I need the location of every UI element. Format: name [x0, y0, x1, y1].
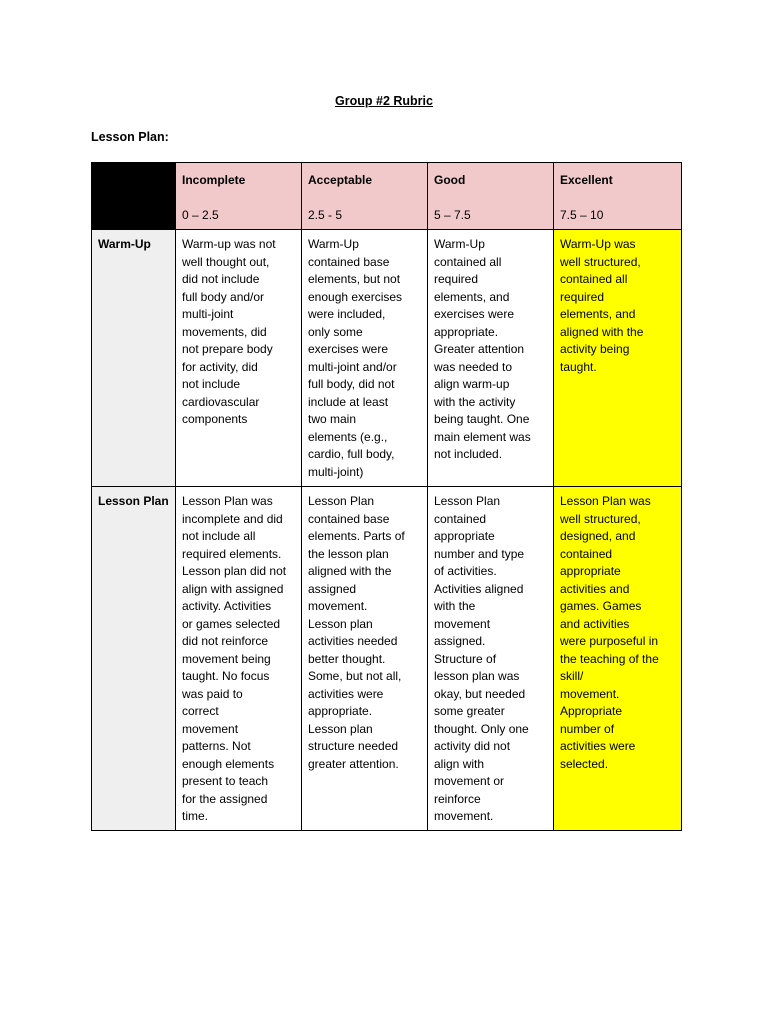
level-header-incomplete [176, 163, 302, 230]
level-header-acceptable [302, 163, 428, 230]
level-range: 7.5 – 10 [560, 208, 604, 222]
descriptor-text: Lesson Plan contained appropriate number and type of activities. Activities aligned with the movement assigned. Structure of lesson plan was okay, but needed some greater thought. Only one activity did not align with movement or reinforce movement. [434, 494, 529, 823]
descriptor-text: Warm-Up was well structured, contained all required elements, and aligned with the activity being taught. [560, 237, 644, 374]
descriptor-text: Lesson Plan was incomplete and did not include all required elements. Lesson plan did not align with assigned activity. Activities or games selected did not reinforce movement being taught. No focus was paid to correct movement patterns. Not enough elements present to teach for the assigned time. [182, 494, 287, 823]
table-row-warm-up [92, 230, 682, 487]
level-name: Good [434, 173, 466, 187]
descriptor-cell-good [428, 230, 554, 487]
descriptor-text: Warm-Up contained all required elements, and exercises were appropriate. Greater attention was needed to align warm-up with the activity being taught. One main element was not included. [434, 237, 531, 461]
descriptor-cell-excellent-highlighted [554, 230, 682, 487]
descriptor-cell-excellent-highlighted [554, 487, 682, 831]
level-name: Excellent [560, 173, 613, 187]
descriptor-cell-good [428, 487, 554, 831]
document-title: Group #2 Rubric [335, 94, 433, 108]
level-range: 0 – 2.5 [182, 208, 219, 222]
level-range: 2.5 - 5 [308, 208, 343, 222]
descriptor-text: Lesson Plan contained base elements. Parts of the lesson plan aligned with the assigned movement. Lesson plan activities needed better thought. Some, but not all, activities were appropriate. Lesson plan structure needed greater attention. [308, 494, 405, 771]
criterion-cell [92, 487, 176, 831]
rubric-header-row [92, 163, 682, 230]
corner-cell [92, 163, 176, 230]
level-range: 5 – 7.5 [434, 208, 471, 222]
criterion-cell [92, 230, 176, 487]
descriptor-text: Warm-Up contained base elements, but not enough exercises were included, only some exercises were multi-joint and/or full body, did not include at least two main elements (e.g., cardio, full body, multi-joint) [308, 237, 403, 479]
level-header-good [428, 163, 554, 230]
rubric-table [91, 162, 682, 831]
descriptor-cell-incomplete [176, 230, 302, 487]
descriptor-cell-acceptable [302, 487, 428, 831]
level-header-excellent [554, 163, 682, 230]
level-name: Acceptable [308, 173, 373, 187]
descriptor-cell-acceptable [302, 230, 428, 487]
criterion-label: Warm-Up [98, 237, 151, 251]
descriptor-cell-incomplete [176, 487, 302, 831]
table-row-lesson-plan [92, 487, 682, 831]
level-name: Incomplete [182, 173, 246, 187]
descriptor-text: Warm-up was not well thought out, did not include full body and/or multi-joint movements, did not prepare body for activity, did not include cardiovascular components [182, 237, 276, 426]
criterion-label: Lesson Plan [98, 494, 169, 508]
section-heading: Lesson Plan: [91, 130, 169, 144]
descriptor-text: Lesson Plan was well structured, designed, and contained appropriate activities and games. Games and activities were purposeful in the teaching of the skill/ movement. Appropriate number of activities were selected. [560, 494, 659, 771]
